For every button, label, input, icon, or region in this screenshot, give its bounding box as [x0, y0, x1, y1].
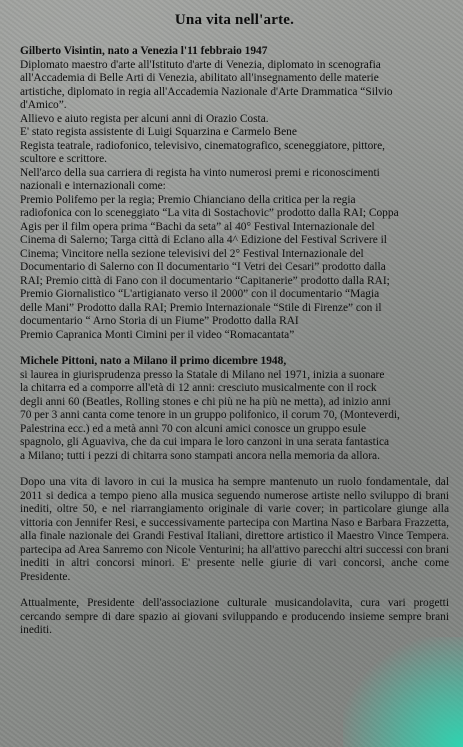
gilberto-line: nazionali e internazionali come: [20, 180, 166, 192]
gilberto-line: Diplomato maestro d'arte all'Istituto d'arte di Venezia, diplomato in scenografia [20, 58, 381, 71]
michele-line: la chitarra ed a comporre all'età di 12 anni: cresciuto musicalmente con il rock [20, 382, 377, 394]
gilberto-line: Allievo e aiuto regista per alcuni anni di Orazio Costa. [20, 112, 269, 125]
michele-line: Palestrina ecc.) ed a metà anni 70 con alcuni amici conosce un gruppo esule [20, 422, 367, 435]
gilberto-line: delle Mani” Prodotto dalla RAI; Premio Internazionale “Stile di Firenze” con il [20, 301, 382, 314]
gilberto-line: radiofonica con lo sceneggiato “La vita di Sostachovic” prodotto dalla RAI; Coppa [20, 207, 399, 219]
gilberto-line: Agis per il film opera prima “Bachi da seta” al 40° Festival Internazionale del [20, 220, 375, 233]
michele-heading: Michele Pittoni, nato a Milano il primo dicembre 1948, [20, 355, 287, 367]
page-title: Una vita nell'arte. [174, 12, 295, 28]
michele-section [20, 355, 449, 463]
gilberto-line: Cinema di Salerno; Targa città di Eclano alla 4^ Edizione del Festival Scrivere il [20, 234, 387, 246]
gilberto-line: documentario “ Arno Storia di un Fiume” Prodotto dalla RAI [20, 315, 299, 327]
gilberto-line: RAI; Premio città di Fano con il documentario “Capitanerie” prodotto dalla RAI; [20, 274, 390, 287]
michele-line: si laurea in giurisprudenza presso la Statale di Milano nel 1971, inizia a suonare [20, 368, 385, 381]
corner-glow-decoration [343, 637, 463, 747]
gilberto-line: Premio Giornalistico “L'artigianato verso il 2000” con il documentario “Magia [20, 288, 380, 300]
gilberto-line: E' stato regista assistente di Luigi Squarzina e Carmelo Bene [20, 126, 297, 138]
gilberto-line: Nell'arco della sua carriera di regista ha vinto numerosi premi e riconoscimenti [20, 166, 380, 179]
michele-paragraph-current: Attualmente, Presidente dell'associazione culturale musicandolavita, cura vari progetti cercando sempre di dare spazio ai giovani sviluppando e producendo insieme sempre brani inediti. [20, 597, 449, 636]
michele-line: spagnolo, gli Aguaviva, che da cui impara le loro canzoni in una serata fantastica [20, 436, 390, 448]
michele-line: degli anni 60 (Beatles, Rolling stones e chi più ne ha più ne metta), ad inizio anni [20, 395, 391, 408]
gilberto-line: Documentario di Salerno con Il documentario “I Vetri dei Cesari” prodotto dalla [20, 261, 386, 273]
gilberto-line: Regista teatrale, radiofonico, televisivo, cinematografico, sceneggiatore, pittore, [20, 139, 385, 152]
gilberto-line: artistiche, diplomato in regia all'Accademia Nazionale d'Arte Drammatica “Silvio [20, 85, 393, 98]
gilberto-section [20, 45, 449, 342]
gilberto-line: Premio Capranica Monti Cimini per il video “Romacantata” [20, 328, 295, 341]
michele-line: a Milano; tutti i pezzi di chitarra sono stampati ancora nella memoria da allora. [20, 449, 380, 462]
gilberto-line: Cinema; Vincitore nella sezione televisivi del 2° Festival Internazionale del [20, 247, 364, 260]
gilberto-line: all'Accademia di Belle Arti di Venezia, abilitato all'insegnamento delle materie [20, 72, 379, 84]
gilberto-line: scultore e scrittore. [20, 153, 107, 165]
michele-paragraph-career: Dopo una vita di lavoro in cui la musica ha sempre mantenuto un ruolo fondamentale, dal 2011 si dedica a tempo pieno alla musica seguendo numerose artiste nello sviluppo di brani inediti, oltre 50, e nel riarrangiamento originale di varie cover; in particolare giunge alla vittoria con Jennifer Resi, e successivamente partecipa con Martina Naso e Barbara Frazzetta, alla finale nazionale dei Grandi Festival Italiani, direttore artistico il Maestro Vince Tempera. partecipa ad Area Sanremo con Nicole Venturini; ha all'attivo parecchi altri successi con brani inediti in altri concorsi minori. E' presente nelle giurie di vari concorsi, anche come Presidente. [20, 476, 449, 583]
gilberto-heading: Gilberto Visintin, nato a Venezia l'11 febbraio 1947 [20, 45, 268, 57]
gilberto-line: d'Amico”. [20, 99, 67, 111]
michele-line: 70 per 3 anni canta come tenore in un gruppo polifonico, il corum 70, (Monteverdi, [20, 409, 400, 421]
gilberto-line: Premio Polifemo per la regia; Premio Chianciano della critica per la regia [20, 193, 356, 206]
